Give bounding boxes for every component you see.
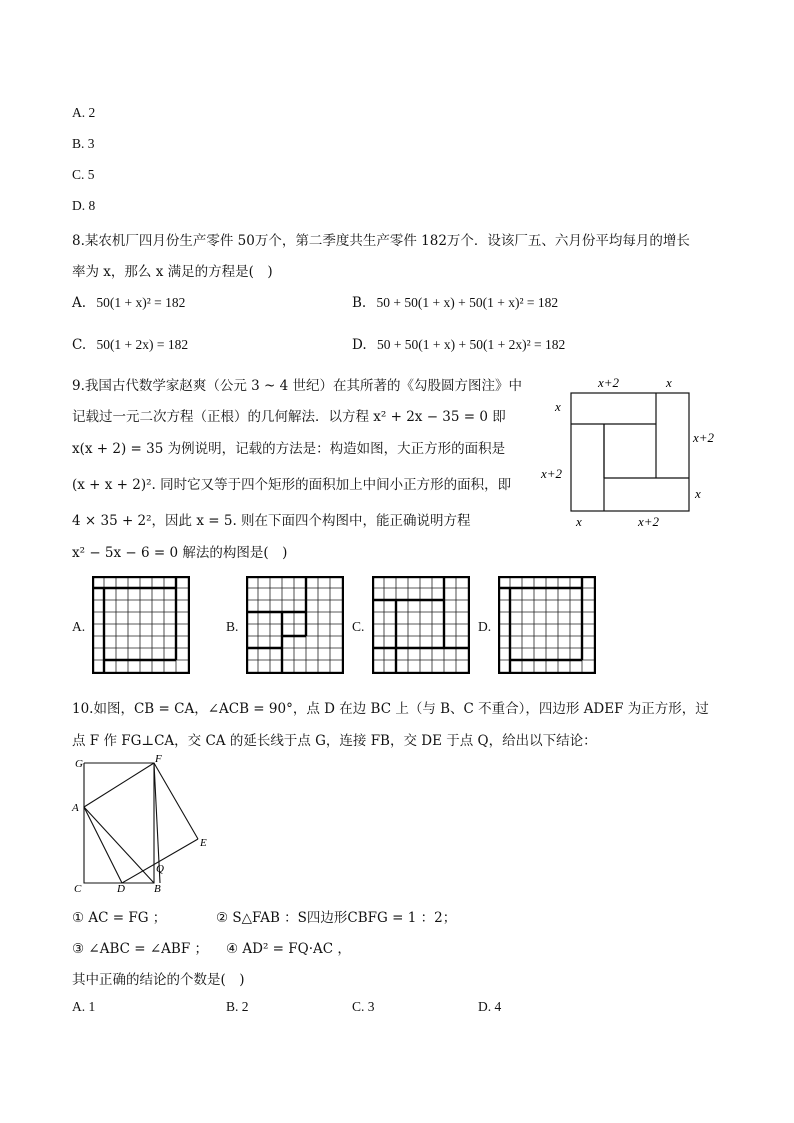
q9-option-c-grid xyxy=(372,576,470,674)
q8-option-b-expr: 50 + 50(1 + x) + 50(1 + x)² = 182 xyxy=(376,295,559,310)
q9-big-square xyxy=(571,393,689,511)
q10-point-c: C xyxy=(74,883,82,894)
q9-fig-label-bottom-right: x+2 xyxy=(638,514,660,529)
q9-option-a-grid xyxy=(92,576,190,674)
q9-option-d-grid xyxy=(498,576,596,674)
q8-option-d-label: D. xyxy=(352,337,367,353)
q8-option-c-expr: 50(1 + 2x) = 182 xyxy=(96,337,189,352)
q8-option-d xyxy=(352,337,565,353)
q8-option-b xyxy=(352,295,558,311)
q9-option-b-label: B. xyxy=(226,619,239,634)
q8-option-c-label: C. xyxy=(72,337,87,353)
q8-option-a xyxy=(72,295,185,311)
q7-option-a: A. 2 xyxy=(72,105,96,120)
q9-stem-line2: 记载过一元二次方程（正根）的几何解法．以方程 x² + 2x − 35 = 0 即 xyxy=(72,409,506,425)
q10-point-g: G xyxy=(75,758,83,770)
q10-option-a: A. 1 xyxy=(72,999,96,1014)
q10-option-c: C. 3 xyxy=(352,999,375,1014)
q8-option-b-label: B. xyxy=(352,295,367,311)
q10-conclusion-1: ① AC = FG ； xyxy=(72,910,167,926)
q8-stem-line1: 8.某农机厂四月份生产零件 50万个，第二季度共生产零件 182万个．设该厂五、六月份平均每月的增长 xyxy=(72,233,690,249)
q9-stem-line3: x(x + 2) = 35 为例说明，记载的方法是：构造如图，大正方形的面积是 xyxy=(72,441,506,457)
q9-stem-line4: (x + x + 2)². 同时它又等于四个矩形的面积加上中间小正方形的面积，即 xyxy=(72,477,512,493)
q7-option-d: D. 8 xyxy=(72,198,96,213)
q10-point-a: A xyxy=(72,802,79,814)
q9-stem-line5: 4 × 35 + 2²，因此 x = 5. 则在下面四个构图中，能正确说明方程 xyxy=(72,513,471,529)
q9-fig-label-left-bottom: x+2 xyxy=(541,466,563,481)
q10-point-e: E xyxy=(200,837,207,849)
q10-stem-line2: 点 F 作 FG⊥CA，交 CA 的延长线于点 G，连接 FB，交 DE 于点 Q，给出以下结论： xyxy=(72,733,597,749)
q8-option-a-label: A. xyxy=(72,295,87,311)
q9-fig-label-top-left: x+2 xyxy=(598,375,620,390)
q10-point-b: B xyxy=(154,883,161,894)
q10-geometry-figure xyxy=(64,752,214,894)
q7-option-c: C. 5 xyxy=(72,167,95,182)
q10-option-d: D. 4 xyxy=(478,999,502,1014)
q10-conclusion-4: ④ AD² = FQ·AC ， xyxy=(226,941,351,957)
q10-stem-line1: 10.如图，CB = CA，∠ACB = 90°，点 D 在边 BC 上（与 B、C 不重合），四边形 ADEF 为正方形，过 xyxy=(72,701,709,717)
q10-point-f: F xyxy=(155,753,162,765)
q9-fig-label-bottom-left: x xyxy=(576,514,582,529)
q8-option-d-expr: 50 + 50(1 + x) + 50(1 + 2x)² = 182 xyxy=(376,337,566,352)
q9-fig-label-right-top: x+2 xyxy=(693,430,715,445)
q9-option-c-label: C. xyxy=(352,619,365,634)
q9-fig-label-top-right: x xyxy=(666,375,672,390)
q10-point-d: D xyxy=(117,883,125,894)
q8-option-a-expr: 50(1 + x)² = 182 xyxy=(96,295,186,310)
q10-conclusion-3: ③ ∠ABC = ∠ABF ； xyxy=(72,941,208,957)
q8-option-c xyxy=(72,337,188,353)
q10-point-q: Q xyxy=(156,863,164,875)
q9-option-b-grid xyxy=(246,576,344,674)
q9-option-d-label: D. xyxy=(478,619,492,634)
q9-option-a-label: A. xyxy=(72,619,86,634)
q10-option-b: B. 2 xyxy=(226,999,249,1014)
q9-fig-label-right-bottom: x xyxy=(695,486,701,501)
q10-conclusion-2: ② S△FAB ：S四边形CBFG = 1 ：2； xyxy=(216,910,457,926)
q9-stem-line6: x² − 5x − 6 = 0 解法的构图是( ) xyxy=(72,545,288,561)
q9-fig-label-left-top: x xyxy=(555,399,561,414)
q9-stem-line1: 9.我国古代数学家赵爽（公元 3 ~ 4 世纪）在其所著的《勾股圆方图注》中 xyxy=(72,378,523,394)
q10-rect-cgfb xyxy=(84,763,154,883)
q10-ask: 其中正确的结论的个数是( ) xyxy=(72,972,245,988)
q8-stem-line2: 率为 x，那么 x 满足的方程是( ) xyxy=(72,264,273,280)
q7-option-b: B. 3 xyxy=(72,136,95,151)
q9-zhaoshuang-figure xyxy=(540,372,730,532)
